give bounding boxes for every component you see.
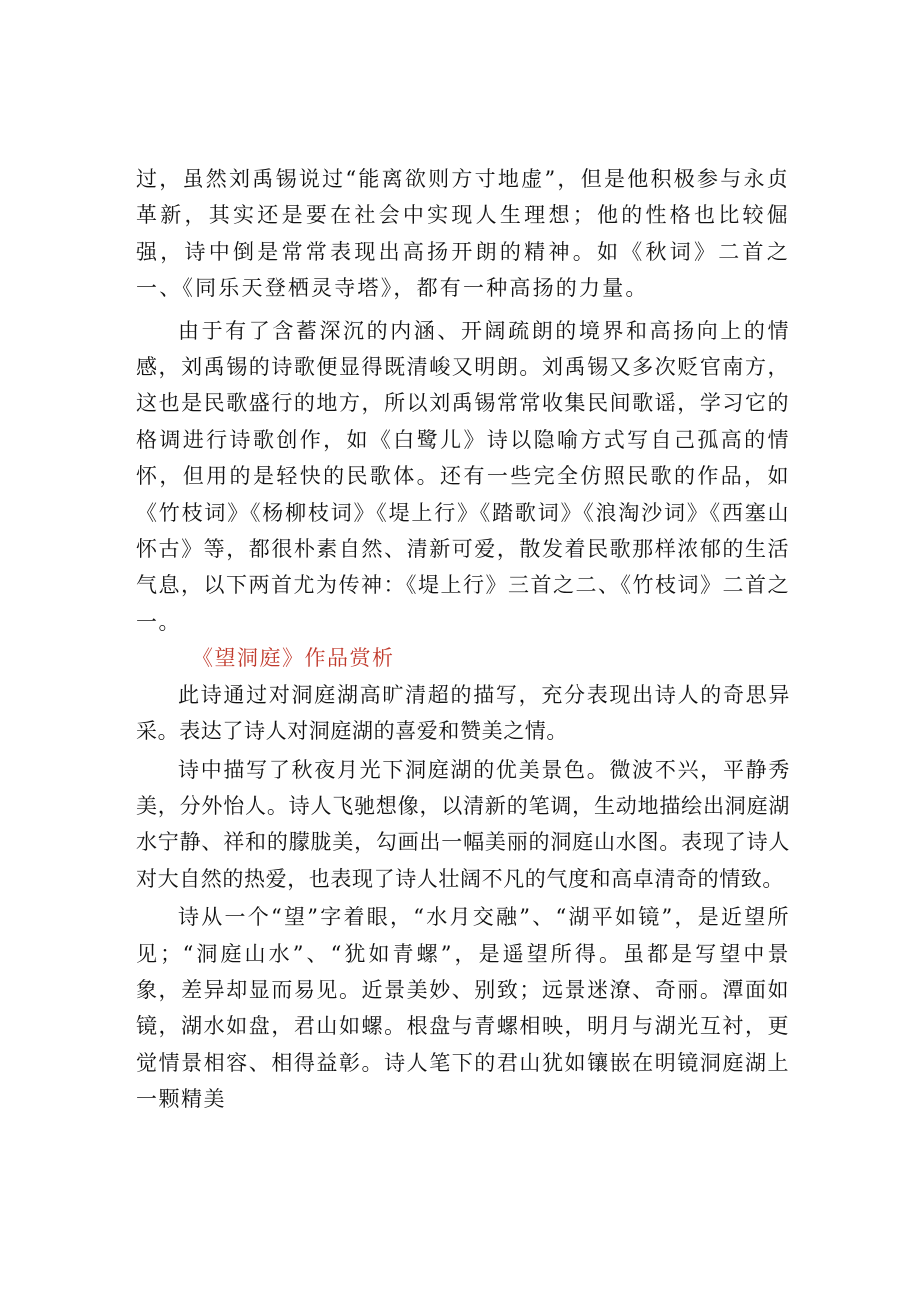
paragraph-liu-yuxi-style: 由于有了含蓄深沉的内涵、开阔疏朗的境界和高扬向上的情感，刘禹锡的诗歌便显得既清峻又明朗。刘禹锡又多次贬官南方，这也是民歌盛行的地方，所以刘禹锡常常收集民间歌谣，学习它的格调进行诗歌创作，如《白鹭儿》诗以隐喻方式写自己孤高的情怀，但用的是轻快的民歌体。还有一些完全仿照民歌的作品，如《竹枝词》《杨柳枝词》《堤上行》《踏歌词》《浪淘沙词》《西塞山怀古》等，都很朴素自然、清新可爱，散发着民歌那样浓郁的生活气息，以下两首尤为传神：《堤上行》三首之二、《竹枝词》二首之一。 — [136, 318, 790, 634]
paragraph-wang-analysis: 诗从一个“望”字着眼，“水月交融”、“湖平如镜”，是近望所见；“洞庭山水”、“犹如青螺”，是遥望所得。虽都是写望中景象，差异却显而易见。近景美妙、别致；远景迷潦、奇丽。潭面如镜，湖水如盘，君山如螺。根盘与青螺相映，明月与湖光互衬，更觉情景相容、相得益彰。诗人笔下的君山犹如镶嵌在明镜洞庭湖上一颗精美 — [136, 905, 790, 1112]
section-heading: 《望洞庭》作品赏析 — [192, 646, 395, 671]
paragraph-continued: 过，虽然刘禹锡说过“能离欲则方寸地虚”，但是他积极参与永贞革新，其实还是要在社会中实现人生理想；他的性格也比较倔强，诗中倒是常常表现出高扬开朗的精神。如《秋词》二首之一、《同乐天登栖灵寺塔》，都有一种高扬的力量。 — [136, 167, 790, 301]
document-body — [136, 161, 790, 1118]
paragraph-scenery: 诗中描写了秋夜月光下洞庭湖的优美景色。微波不兴，平静秀美，分外怡人。诗人飞驰想像，以清新的笔调，生动地描绘出洞庭湖水宁静、祥和的朦胧美，勾画出一幅美丽的洞庭山水图。表现了诗人对大自然的热爱，也表现了诗人壮阔不凡的气度和高卓清奇的情致。 — [136, 757, 790, 891]
paragraph-appreciation-intro: 此诗通过对洞庭湖高旷清超的描写，充分表现出诗人的奇思异采。表达了诗人对洞庭湖的喜爱和赞美之情。 — [136, 682, 790, 744]
